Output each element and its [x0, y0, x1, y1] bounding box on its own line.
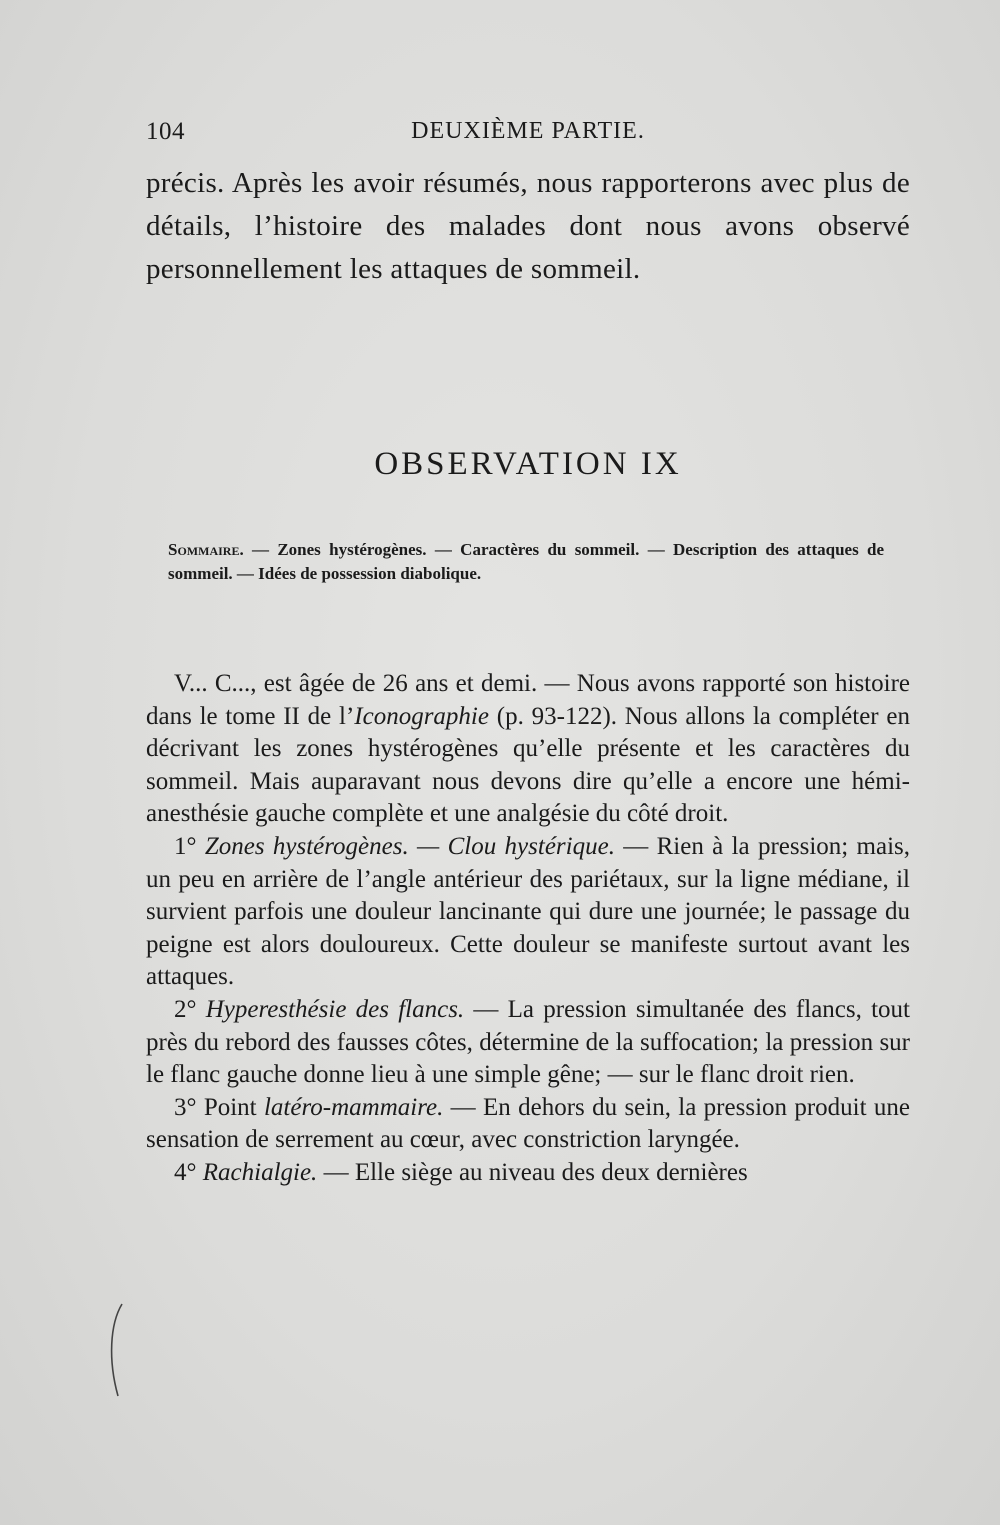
body-text: [146, 668, 910, 1190]
intro-paragraph: précis. Après les avoir résumés, nous rapporterons avec plus de détails, l’histoire des malades dont nous avons observé personnellement les attaques de sommeil.: [146, 167, 910, 285]
page-header: [146, 118, 910, 152]
summary-text: — Zones hystérogènes. — Caractères du sommeil. — Description des attaques de sommeil. — Idées de possession diabolique.: [168, 540, 885, 583]
paragraph-3-number: 2°: [174, 995, 206, 1023]
paragraph-1: [146, 668, 910, 831]
paragraph-5-heading: Rachialgie.: [202, 1158, 318, 1186]
summary-label: Sommaire.: [168, 540, 244, 559]
paragraph-2-heading: Zones hystérogènes. — Clou hystérique.: [204, 832, 615, 860]
paragraph-5-text: — Elle siège au niveau des deux dernières: [317, 1158, 748, 1186]
paragraph-3-text: — La pression simultanée des flancs, tout près du rebord des fausses côtes, détermine de la suffocation; la pression sur le flanc gauche donne lieu à une simple gêne; — sur le flanc droit rien.: [146, 995, 910, 1089]
page-number: 104: [146, 118, 185, 145]
paragraph-5-number: 4°: [174, 1158, 203, 1186]
paragraph-1-text-b: (p. 93-122). Nous allons la compléter en décrivant les zones hystérogènes qu’elle présente et les caractères du sommeil. Mais auparavant nous devons dire qu’elle a encore une hémi-anesthésie gauche complète et une analgésie du côté droit.: [146, 702, 910, 828]
paragraph-4-text: — En dehors du sein, la pression produit une sensation de serrement au cœur, avec constriction laryngée.: [146, 1093, 910, 1154]
paragraph-2-number: 1°: [174, 832, 205, 860]
paragraph-1-text-a: V... C..., est âgée de 26 ans et demi. — Nous avons rapporté son histoire dans le tome II de l’: [146, 670, 910, 730]
paragraph-1-italic: Iconographie: [354, 702, 489, 730]
paragraph-2-text: — Rien à la pression; mais, un peu en arrière de l’angle antérieur des pariétaux, sur la ligne médiane, il survient parfois une douleur lancinante qui dure une journée; le passage du peigne est alors douloureux. Cette douleur se manifeste surtout avant les attaques.: [146, 832, 911, 991]
paragraph-4: [146, 1092, 910, 1157]
running-head: DEUXIÈME PARTIE.: [411, 118, 645, 144]
paragraph-4-heading: latéro-mammaire.: [263, 1093, 444, 1121]
observation-title: OBSERVATION IX: [374, 446, 682, 482]
paragraph-2: [146, 831, 910, 994]
paragraph-3-heading: Hyperesthésie des flancs.: [205, 995, 465, 1023]
paragraph-3: [146, 994, 910, 1092]
margin-bracket-mark: [100, 1300, 130, 1400]
paragraph-5: [146, 1157, 910, 1190]
summary: [168, 538, 884, 586]
paragraph-4-number: 3° Point: [174, 1093, 264, 1121]
